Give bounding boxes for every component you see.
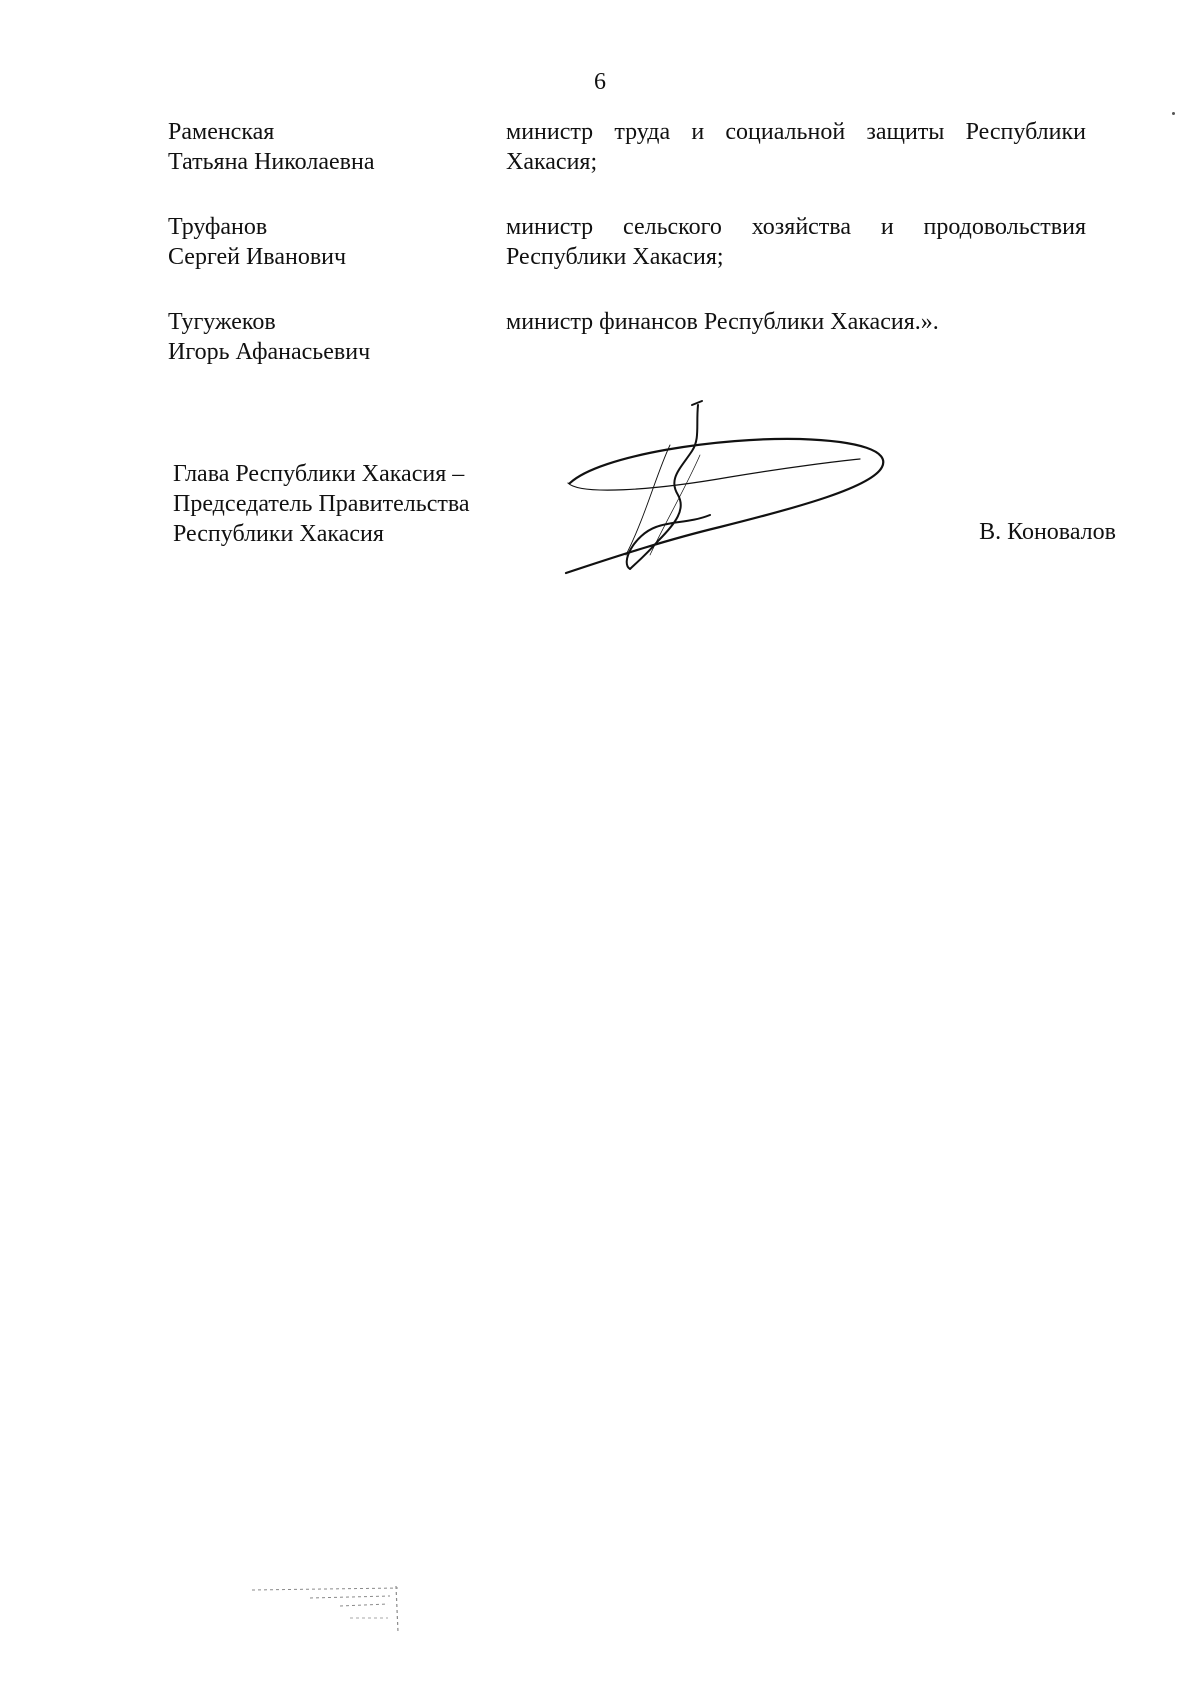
signatory-title-line2: Председатель Правительства <box>173 491 470 517</box>
member-given-names: Игорь Афанасьевич <box>168 339 371 365</box>
member-name <box>168 117 488 177</box>
member-surname: Труфанов <box>168 214 268 240</box>
scan-speck <box>1172 112 1175 115</box>
member-position <box>506 117 1086 177</box>
member-surname: Раменская <box>168 119 275 145</box>
member-position-line2: Хакасия; <box>506 149 598 175</box>
member-name <box>168 307 488 367</box>
signatory-title-line1: Глава Республики Хакасия – <box>173 461 465 487</box>
member-position-line2: Республики Хакасия; <box>506 244 724 270</box>
signatory-title-line3: Республики Хакасия <box>173 521 384 547</box>
member-position-line1: министр труда и социальной защиты Республики <box>506 119 1086 145</box>
signatory-name: В. Коновалов <box>979 519 1116 545</box>
signatory-title <box>173 459 533 549</box>
page-number: 6 <box>594 69 606 95</box>
member-position-line1: министр сельского хозяйства и продовольствия <box>506 214 1086 240</box>
member-position <box>506 307 1086 337</box>
member-position-line1: министр финансов Республики Хакасия.». <box>506 309 939 335</box>
faint-registration-stamp <box>250 1582 410 1634</box>
member-surname: Тугужеков <box>168 309 276 335</box>
member-name <box>168 212 488 272</box>
handwritten-signature <box>560 395 900 585</box>
member-given-names: Татьяна Николаевна <box>168 149 375 175</box>
member-given-names: Сергей Иванович <box>168 244 347 270</box>
member-position <box>506 212 1086 272</box>
